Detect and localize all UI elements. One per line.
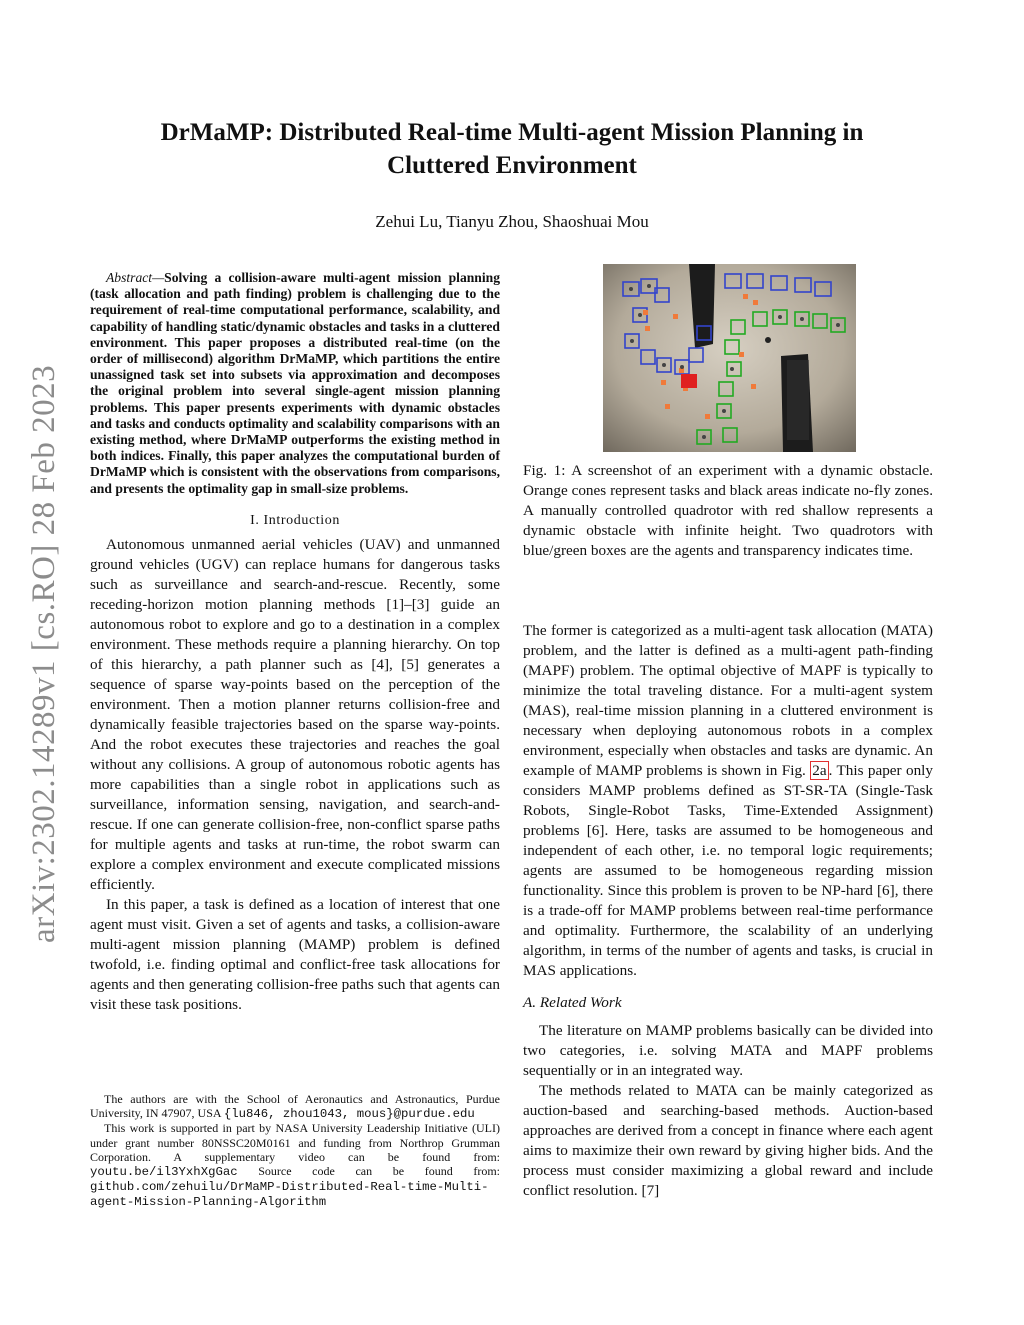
abstract-text: Solving a collision-aware multi-agent mission planning (task allocation and path finding) problem is challenging due to the requirement of real-time computational performance, scalability, and capability of handling static/dynamic obstacles and tasks in a cluttered environment. This paper proposes a distributed real-time (on the order of millisecond) algorithm DrMaMP, which partitions the entire unassigned task set into subsets via approximation and decomposes the original problem into several single-agent mission planning problems. This paper presents experiments with dynamic obstacles and tasks and conducts optimality and scalability comparisons with an existing method, where DrMaMP outperforms the existing method in both indices. Finally, this paper analyzes the computational burden of DrMaMP which is consistent with the observations from comparisons, and presents the optimality gap in small-size problems. (90, 270, 500, 496)
abstract (90, 270, 500, 497)
left-column (90, 270, 500, 1015)
footnote-source-text: Source code can be found from: (237, 1164, 500, 1179)
experiment-figure (603, 264, 856, 452)
repo-link[interactable]: github.com/zehuilu/DrMaMP-Distributed-Real-time-Multi-agent-Mission-Planning-Algorithm (90, 1180, 489, 1210)
section-heading-introduction: I. Introduction (250, 512, 340, 528)
footnote-affiliation-text: The authors are with the School of Aeronautics and Astronautics, Purdue University, IN 47907, USA (90, 1092, 500, 1121)
footnote-funding-text: This work is supported in part by NASA University Leadership Initiative (ULI) under grant number 80NSSC20M0161 and funding from Northrop Grumman Corporation. A supplementary video can be found from: (90, 1121, 500, 1164)
footnote-affiliation (90, 1092, 500, 1121)
dynamic-obstacle (681, 374, 697, 388)
paper-title (100, 116, 924, 182)
experiment-photo (603, 264, 856, 452)
floor-marker (765, 337, 771, 343)
subsection-heading-related-work: A. Related Work (523, 994, 622, 1011)
right-paragraph-1-text-a: The former is categorized as a multi-agent task allocation (MATA) problem, and the latter is defined as a multi-agent path-finding (MAPF) problem. The optimal objective of MAPF is typically to minimize the total traveling distance. For a multi-agent system (MAS), real-time mission planning in a cluttered environment is necessary when deploying autonomous robots in a complex environment, especially when obstacles and tasks are dynamic. An example of MAMP problems is shown in Fig. (523, 622, 933, 779)
abstract-dash: — (152, 270, 165, 285)
right-paragraph-2: The literature on MAMP problems basically can be divided into two categories, i.e. solving MATA and MAPF problems sequentially or in an integrated way. (523, 1022, 933, 1079)
figure-caption: Fig. 1: A screenshot of an experiment with a dynamic obstacle. Orange cones represent tasks and black areas indicate no-fly zones. A manually controlled quadrotor with red shallow represents a dynamic obstacle with infinite height. Two quadrotors with blue/green boxes are the agents and transparency indicates time. (523, 462, 933, 559)
right-paragraph-1 (523, 621, 933, 981)
no-fly-zone-shading (787, 360, 809, 440)
footnote-funding (90, 1121, 500, 1209)
title-line-2: Cluttered Environment (387, 152, 637, 179)
title-line-1: DrMaMP: Distributed Real-time Multi-agent Mission Planning in (160, 119, 864, 146)
author-emails: {lu846, zhou1043, mous}@purdue.edu (223, 1107, 475, 1122)
right-paragraph-1-text-b: . This paper only considers MAMP problems defined as ST-SR-TA (Single-Task Robots, Single-Robot Tasks, Time-Extended Assignment) problems [6]. Here, tasks are assumed to be homogeneous and independent of each other, i.e. no temporal logic requirements; agents are assumed to be homogeneous regarding mission functionality. Since this problem is proven to be NP-hard [6], there is a trade-off for MAMP problems between real-time performance and optimality. Furthermore, the scalability of an underlying algorithm, in terms of the number of agents and tasks, is crucial in MAS applications. (523, 762, 933, 979)
right-column (523, 621, 933, 1201)
intro-paragraph-1: Autonomous unmanned aerial vehicles (UAV) and unmanned ground vehicles (UGV) can replace humans for dangerous tasks such as surveillance and search-and-rescue. Recently, some receding-horizon motion planning methods [1]–[3] guide an autonomous robot to explore and go to a destination in a complex environment. These methods require a planning hierarchy. On top of this hierarchy, a path planner such as [4], [5] generates a sequence of sparse way-points based on the perception of the environment. Then a motion planner returns collision-free and dynamically feasible trajectories based on the sparse way-points. And the robot executes these trajectories and reaches the goal without any collisions. A group of autonomous robotic agents has more capabilities than a single robot in applications such as surveillance, information sensing, navigation, and search-and-rescue. If one can generate collision-free, non-conflict sparse paths for multiple agents and tasks at run-time, the robot swarm can explore a complex environment and execute complicated missions efficiently. (90, 535, 500, 893)
author-list: Zehui Lu, Tianyu Zhou, Shaoshuai Mou (375, 212, 649, 231)
arxiv-identifier: arXiv:2302.14289v1 [cs.RO] 28 Feb 2023 (26, 364, 62, 943)
footnotes (90, 1092, 500, 1210)
right-paragraph-3: The methods related to MATA can be mainly categorized as auction-based and searching-based methods. Auction-based approaches are derived from a concept in finance where each agent aims to maximize their own reward by giving higher bids. And the process must consider maximizing a global reward and include conflict resolution. [7] (523, 1082, 933, 1199)
intro-paragraph-2: In this paper, a task is defined as a location of interest that one agent must visit. Given a set of agents and tasks, a collision-aware multi-agent mission planning (MAMP) problem is defined twofold, i.e. finding optimal and conflict-free task allocations for agents and then generating collision-free paths such that agents can visit these task positions. (90, 895, 500, 1013)
video-link[interactable]: youtu.be/il3YxhXgGac (90, 1165, 238, 1180)
abstract-label: Abstract (106, 270, 153, 285)
figure-2a-link[interactable]: 2a (812, 762, 827, 779)
